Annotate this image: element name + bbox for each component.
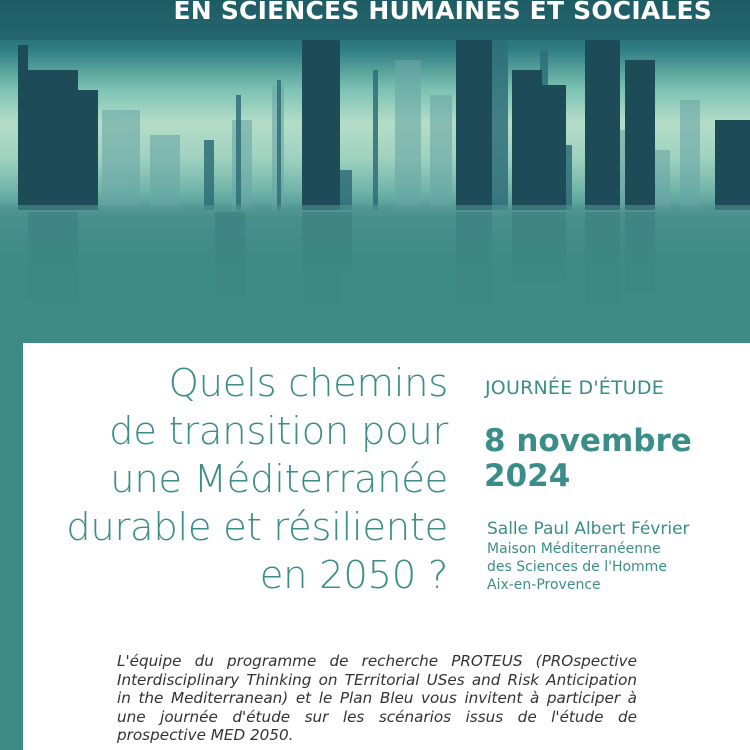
event-type: JOURNÉE D'ÉTUDE — [485, 377, 664, 399]
title-line: une Méditerranée — [110, 457, 448, 502]
intro-paragraph: L'équipe du programme de recherche PROTEUS (PROspective Interdisciplinary Thinking on TErritorial USes and Risk Anticipation in the Mediterranean) et le Plan Bleu vous invitent à participer à une journée d'étude sur les scénarios issus de l'étude de prospective MED 2050. — [117, 652, 637, 745]
date-day-month: 8 novembre — [484, 423, 692, 459]
venue-address — [487, 540, 667, 594]
title-line: en 2050 ? — [259, 553, 448, 598]
title-line: Quels chemins — [168, 361, 448, 406]
hero-image — [0, 0, 750, 343]
event-date — [484, 424, 692, 494]
header-title: EN SCIENCES HUMAINES ET SOCIALES — [173, 0, 712, 25]
date-year: 2024 — [484, 458, 571, 494]
venue-room: Salle Paul Albert Février — [487, 519, 690, 539]
title-line: de transition pour — [109, 409, 448, 454]
event-title — [28, 360, 448, 600]
venue-line: des Sciences de l'Homme — [487, 559, 667, 575]
venue-line: Maison Méditerranéenne — [487, 541, 661, 557]
venue-line: Aix-en-Provence — [487, 577, 601, 593]
header-banner — [0, 0, 750, 40]
water-reflection — [0, 205, 750, 343]
title-line: durable et résiliente — [66, 505, 448, 550]
